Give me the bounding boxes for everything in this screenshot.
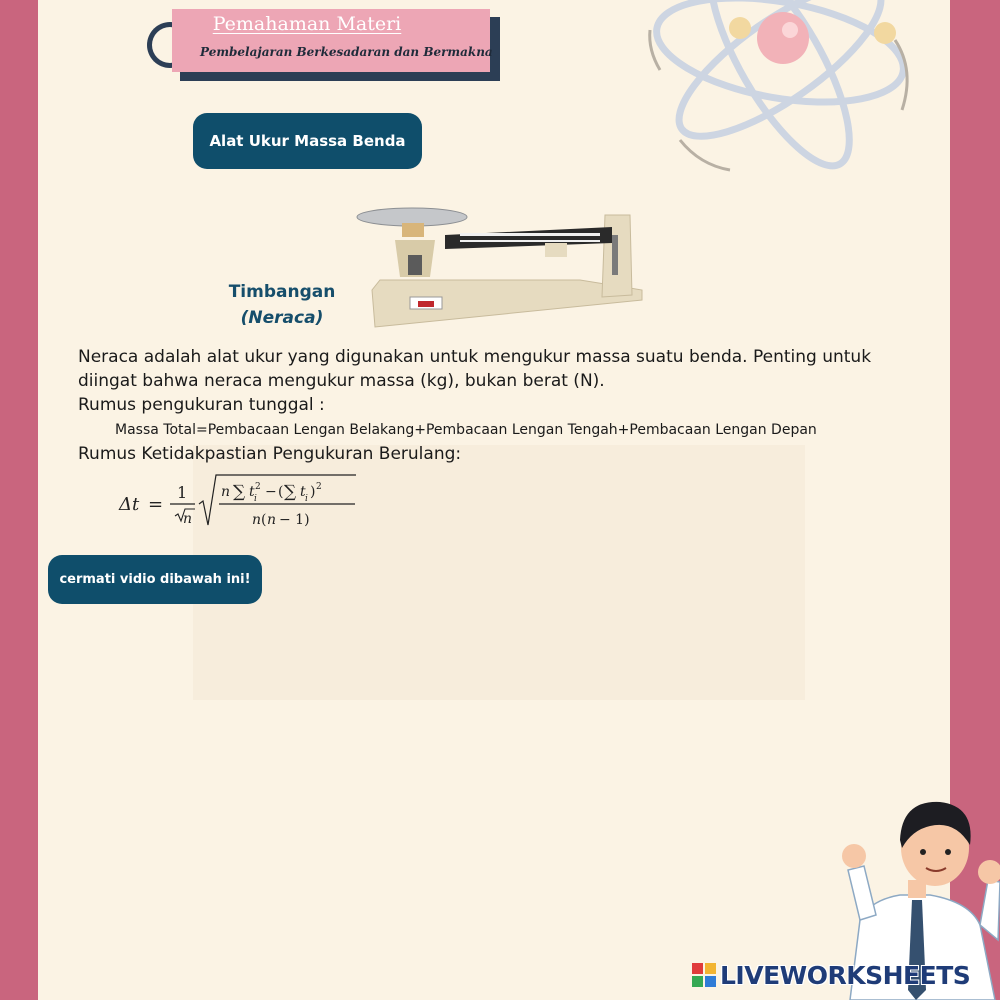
- svg-text:i: i: [254, 494, 257, 504]
- svg-text:t: t: [249, 484, 255, 500]
- header-subtitle: Pembelajaran Berkesadaran dan Bermakna: [200, 45, 493, 59]
- uncertainty-formula-image: [115, 472, 365, 534]
- body-text: [78, 345, 908, 417]
- svg-text:− 1): − 1): [279, 512, 310, 528]
- svg-text:−: −: [265, 484, 277, 500]
- svg-text:): ): [310, 484, 316, 500]
- image-caption-name: Timbangan: [228, 282, 336, 302]
- svg-text:n: n: [221, 484, 231, 500]
- image-caption-alt-name: (Neraca): [240, 308, 324, 328]
- atom-icon: [640, 0, 920, 180]
- svg-text:(: (: [261, 512, 267, 528]
- single-formula: Massa Total=Pembacaan Lengan Belakang+Pembacaan Lengan Tengah+Pembacaan Lengan Depan: [115, 422, 817, 438]
- svg-text:(: (: [278, 484, 284, 500]
- triple-beam-balance-image: [350, 205, 645, 333]
- video-instruction-label: cermati vidio dibawah ini!: [48, 555, 262, 604]
- svg-text:n: n: [183, 511, 193, 527]
- svg-text:∑: ∑: [284, 482, 297, 502]
- watermark-text: LIVEWORKSHEETS: [720, 960, 971, 990]
- section-label: Alat Ukur Massa Benda: [193, 113, 422, 169]
- liveworksheets-logo-icon: [692, 963, 716, 987]
- svg-text:2: 2: [316, 482, 322, 492]
- single-formula-heading: Rumus pengukuran tunggal :: [78, 395, 325, 415]
- svg-text:1: 1: [177, 483, 188, 502]
- svg-text:2: 2: [255, 482, 261, 492]
- svg-text:i: i: [305, 494, 308, 504]
- svg-text:n: n: [252, 512, 262, 528]
- svg-text:Δt: Δt: [119, 494, 140, 515]
- repeat-formula-heading: Rumus Ketidakpastian Pengukuran Berulang:: [78, 444, 462, 464]
- svg-text:=: =: [148, 494, 164, 515]
- header-banner: [172, 9, 493, 72]
- liveworksheets-watermark: [692, 958, 992, 992]
- header-title: Pemahaman Materi: [212, 13, 402, 35]
- body-paragraph: Neraca adalah alat ukur yang digunakan untuk mengukur massa suatu benda. Penting untuk diingat bahwa neraca mengukur massa (kg), bukan berat (N).: [78, 347, 872, 391]
- svg-text:n: n: [267, 512, 277, 528]
- svg-text:t: t: [300, 484, 306, 500]
- svg-text:∑: ∑: [233, 482, 246, 502]
